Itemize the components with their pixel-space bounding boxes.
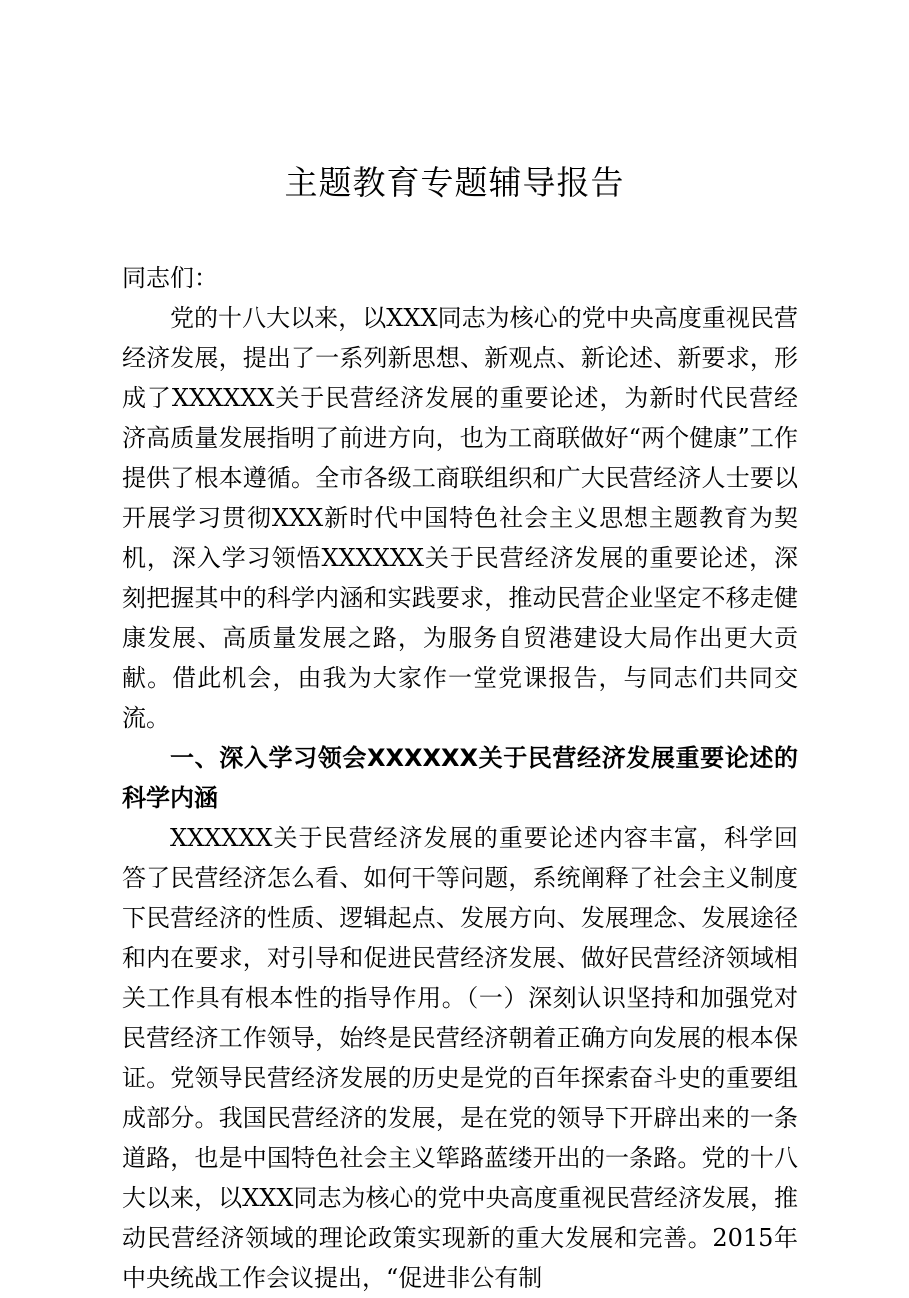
section-heading: 一、深入学习领会XXXXXX关于民营经济发展重要论述的科学内涵 (122, 744, 798, 812)
document-body (122, 258, 798, 1298)
document-title: 主题教育专题辅导报告 (284, 163, 625, 202)
salutation: 同志们： (122, 264, 218, 292)
paragraph: 党的十八大以来，以XXX同志为核心的党中央高度重视民营经济发展，提出了一系列新思想、新观点、新论述、新要求，形成了XXXXXX关于民营经济发展的重要论述，为新时代民营经济高质量发展指明了前进方向，也为工商联做好“两个健康”工作提供了根本遵循。全市各级工商联组织和广大民营经济人士要以开展学习贯彻XXX新时代中国特色社会主义思想主题教育为契机，深入学习领悟XXXXXX关于民营经济发展的重要论述，深刻把握其中的科学内涵和实践要求，推动民营企业坚定不移走健康发展、高质量发展之路，为服务自贸港建设大局作出更大贡献。借此机会，由我为大家作一堂党课报告，与同志们共同交流。 (122, 304, 798, 732)
paragraph: XXXXXX关于民营经济发展的重要论述内容丰富，科学回答了民营经济怎么看、如何干等问题，系统阐释了社会主义制度下民营经济的性质、逻辑起点、发展方向、发展理念、发展途径和内在要求，对引导和促进民营经济发展、做好民营经济领域相关工作具有根本性的指导作用。（一）深刻认识坚持和加强党对民营经济工作领导，始终是民营经济朝着正确方向发展的根本保证。党领导民营经济发展的历史是党的百年探索奋斗史的重要组成部分。我国民营经济的发展，是在党的领导下开辟出来的一条道路，也是中国特色社会主义筚路蓝缕开出的一条路。党的十八大以来，以XXX同志为核心的党中央高度重视民营经济发展，推动民营经济领域的理论政策实现新的重大发展和完善。2015年中央统战工作会议提出，“促进非公有制 (122, 824, 798, 1292)
